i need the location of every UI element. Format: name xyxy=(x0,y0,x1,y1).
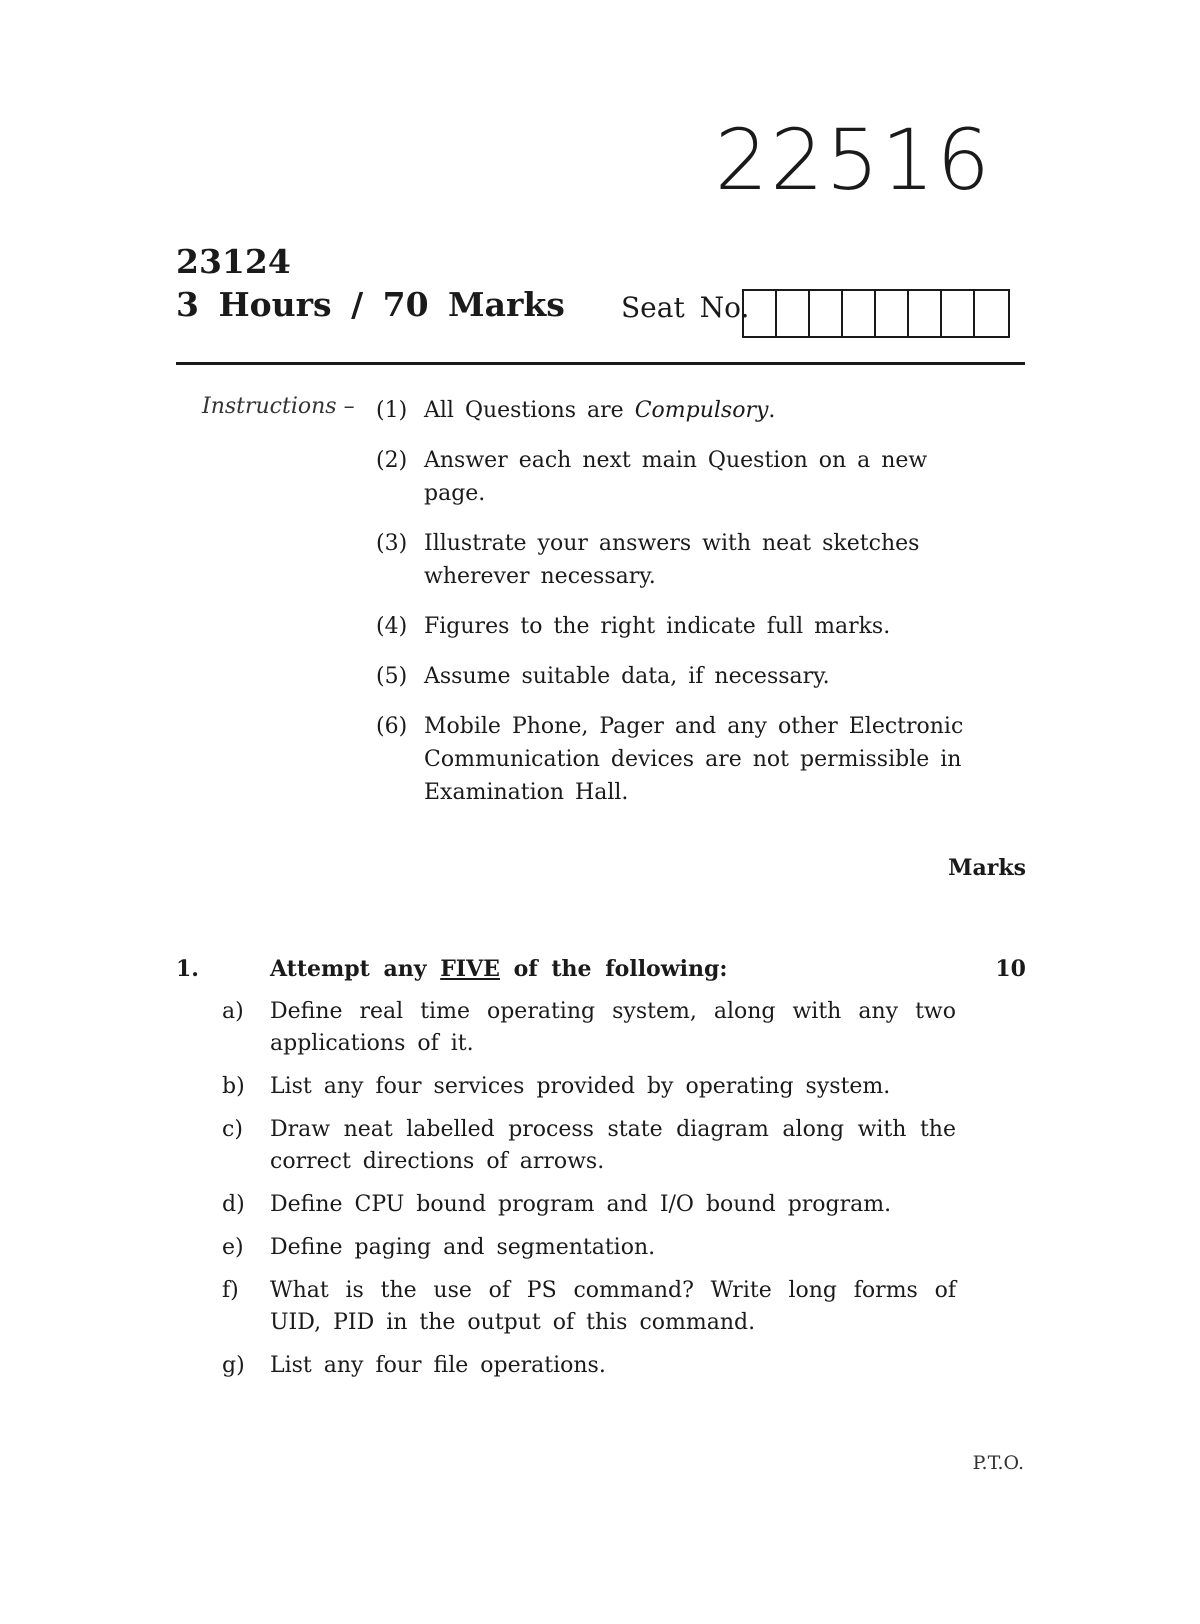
sub-question-text: Define CPU bound program and I/O bound program. xyxy=(270,1192,892,1217)
seat-digit-box[interactable] xyxy=(975,291,1008,336)
seat-number-boxes[interactable] xyxy=(742,289,1010,338)
instruction-item xyxy=(376,394,996,427)
seat-digit-box[interactable] xyxy=(744,291,777,336)
instructions-heading: Instructions – xyxy=(202,394,355,419)
instruction-number: (5) xyxy=(376,664,408,689)
header-divider xyxy=(176,362,1025,365)
instruction-item xyxy=(376,610,996,643)
sub-question xyxy=(222,996,956,1060)
instruction-number: (2) xyxy=(376,448,408,473)
sub-question-text: List any four file operations. xyxy=(270,1353,606,1378)
question-number: 1. xyxy=(176,956,199,982)
sub-question-text: Define paging and segmentation. xyxy=(270,1235,656,1260)
sub-question xyxy=(222,1189,956,1221)
question-heading-post: of the following: xyxy=(499,956,728,982)
question-marks: 10 xyxy=(995,956,1026,982)
marks-column-heading: Marks xyxy=(948,855,1026,881)
instruction-number: (3) xyxy=(376,531,408,556)
instruction-item xyxy=(376,710,996,809)
instruction-item xyxy=(376,527,996,593)
page-turn-over-note: P.T.O. xyxy=(972,1452,1024,1474)
sub-question xyxy=(222,1114,956,1178)
seat-digit-box[interactable] xyxy=(909,291,942,336)
sub-question-letter: d) xyxy=(222,1192,245,1217)
question-heading-emphasis: FIVE xyxy=(440,956,500,982)
instruction-text: Figures to the right indicate full marks. xyxy=(424,614,891,639)
sub-question xyxy=(222,1350,956,1382)
sub-question xyxy=(222,1275,956,1339)
sub-question-text: List any four services provided by operating system. xyxy=(270,1074,891,1099)
seat-number-label: Seat No. xyxy=(621,291,750,324)
instruction-item xyxy=(376,660,996,693)
duration-marks: 3 Hours / 70 Marks xyxy=(176,285,565,324)
instruction-text: Assume suitable data, if necessary. xyxy=(424,664,830,689)
sub-question-text: What is the use of PS command? Write long forms of UID, PID in the output of this command. xyxy=(270,1278,956,1335)
instruction-text-part: All Questions are xyxy=(424,398,635,423)
sub-question-text: Define real time operating system, along with any two applications of it. xyxy=(270,999,956,1056)
instruction-number: (4) xyxy=(376,614,408,639)
seat-digit-box[interactable] xyxy=(810,291,843,336)
paper-code: 22516 xyxy=(714,111,992,209)
sub-question-list xyxy=(222,996,956,1393)
sub-question-letter: c) xyxy=(222,1117,243,1142)
question-heading-pre: Attempt any xyxy=(270,956,441,982)
sub-question xyxy=(222,1071,956,1103)
sub-question-letter: g) xyxy=(222,1353,245,1378)
instruction-text: Mobile Phone, Pager and any other Electronic Communication devices are not permissible in Examination Hall. xyxy=(424,714,964,805)
subject-code: 23124 xyxy=(176,242,291,281)
sub-question-letter: b) xyxy=(222,1074,245,1099)
sub-question-letter: a) xyxy=(222,999,244,1024)
sub-question-letter: e) xyxy=(222,1235,244,1260)
instruction-text xyxy=(424,394,996,427)
instruction-number: (6) xyxy=(376,714,408,739)
instruction-item xyxy=(376,444,996,510)
instructions-list xyxy=(376,394,996,826)
sub-question-text: Draw neat labelled process state diagram along with the correct directions of arrows. xyxy=(270,1117,956,1174)
seat-digit-box[interactable] xyxy=(777,291,810,336)
sub-question xyxy=(222,1232,956,1264)
question-heading xyxy=(270,956,728,982)
instruction-text: Illustrate your answers with neat sketches wherever necessary. xyxy=(424,531,920,589)
instruction-text: Answer each next main Question on a new page. xyxy=(424,448,928,506)
seat-digit-box[interactable] xyxy=(843,291,876,336)
seat-digit-box[interactable] xyxy=(942,291,975,336)
instruction-number: (1) xyxy=(376,398,408,423)
sub-question-letter: f) xyxy=(222,1278,239,1303)
instruction-text-tail: . xyxy=(768,398,776,423)
seat-digit-box[interactable] xyxy=(876,291,909,336)
instruction-emphasis: Compulsory xyxy=(634,398,769,423)
